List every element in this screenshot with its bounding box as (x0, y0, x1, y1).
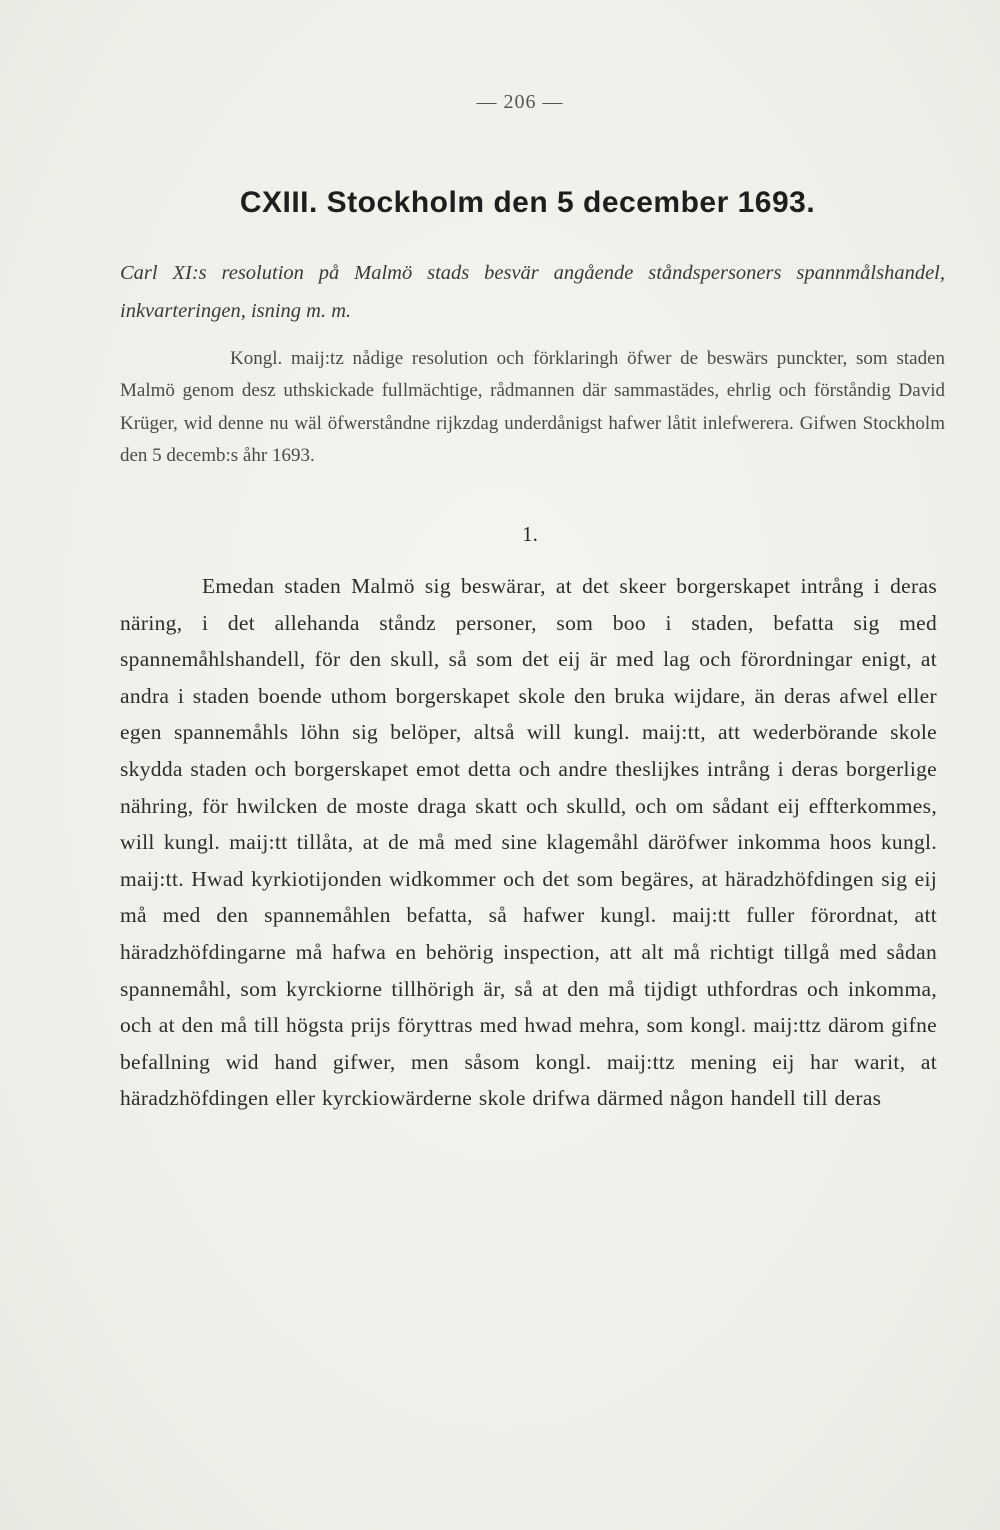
document-summary: Carl XI:s resolution på Malmö stads besvär angående ståndspersoners spannmålshandel, inkvarteringen, isning m. m. (120, 262, 945, 322)
section-number: 1. (522, 522, 538, 546)
page-number: — 206 — (476, 91, 564, 113)
body-paragraph: Emedan staden Malmö sig beswärar, at det skeer borgerskapet intrång i deras näring, i det allehanda ståndz personer, som boo i staden, befatta sig med spannemåhlshandell, för den skull, så som det eij är med lag och förordningar enigt, at andra i staden boende uthom borgerskapet skole den bruka wijdare, än deras afwel eller egen spannemåhls löhn sig belöper, altså will kungl. maij:tt, att wederbörande skole skydda staden och borgerskapet emot detta och andre theslijkes intrång i deras borgerlige nähring, för hwilcken de moste draga skatt och skulld, och om sådant eij effterkommes, will kungl. maij:tt tillåta, at de må med sine klagemåhl däröfwer inkomma hoos kungl. maij:tt. Hwad kyrkiotijonden widkommer och det som begäres, at häradzhöfdingen sig eij må med den spannemåhlen befatta, så hafwer kungl. maij:tt fuller förordnat, att häradzhöfdingarne må hafwa en behörig inspection, att alt må richtigt tillgå med sådan spannemåhl, som kyrckiorne tillhörigh är, så at den må tijdigt uthfordras och inkomma, och at den må till högsta prijs föryttras med hwad mehra, som kongl. maij:ttz därom gifne befallning wid hand gifwer, men såsom kongl. maij:ttz mening eij har warit, at häradzhöfdingen eller kyrckiowärderne skole drifwa därmed någon handell till deras (120, 574, 937, 1111)
intro-paragraph: Kongl. maij:tz nådige resolution och förklaringh öfwer de beswärs punckter, som staden Malmö genom desz uthskickade fullmächtige, rådmannen där sammastädes, ehrlig och förståndig David Krüger, wid denne nu wäl öfwerståndne rijkzdag underdånigst hafwer låtit inlefwerera. Gifwen Stockholm den 5 decemb:s åhr 1693. (120, 348, 945, 466)
document-heading: CXIII. Stockholm den 5 december 1693. (239, 186, 816, 219)
